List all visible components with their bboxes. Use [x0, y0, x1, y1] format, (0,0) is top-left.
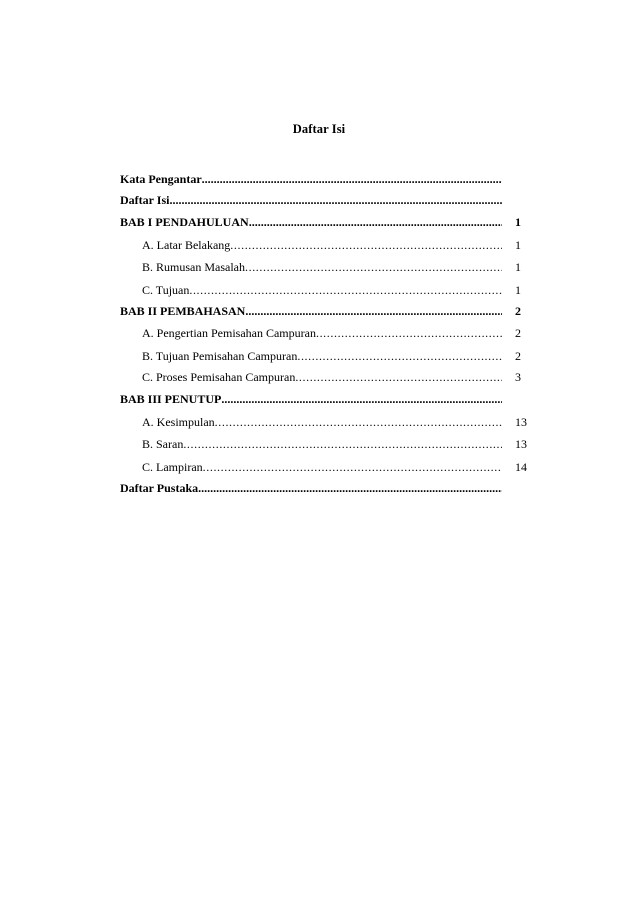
toc-entry-bab-2: [120, 302, 540, 318]
toc-entry-label: BAB I PENDAHULUAN: [120, 215, 249, 229]
toc-page-number: 1: [515, 215, 521, 229]
toc-entry-daftar-pustaka: [120, 479, 540, 495]
toc-entry-tujuan: [120, 281, 540, 297]
toc-page-number: 2: [515, 349, 521, 363]
toc-entry-label: A. Pengertian Pemisahan Campuran: [142, 326, 316, 340]
toc-entry-saran: [120, 435, 540, 451]
toc-entry-bab-1: [120, 213, 540, 229]
dot-leader: [221, 392, 502, 406]
dot-leader: [249, 215, 502, 229]
toc-entry-lampiran: [120, 458, 540, 474]
dot-leader: [245, 260, 502, 274]
toc-page-number: 2: [515, 326, 521, 340]
toc-page-number: 14: [515, 460, 527, 474]
dot-leader: [203, 460, 502, 474]
toc-entry-label: Daftar Pustaka: [120, 481, 199, 495]
toc-entry-label: B. Tujuan Pemisahan Campuran: [142, 349, 298, 363]
toc-entry-kesimpulan: [120, 413, 540, 429]
dot-leader: [230, 238, 502, 252]
dot-leader: [215, 415, 502, 429]
toc-page-number: 13: [515, 415, 527, 429]
toc-entry-label: BAB III PENUTUP: [120, 392, 222, 406]
toc-entry-label: B. Saran: [142, 437, 184, 451]
toc-page-number: 1: [515, 260, 521, 274]
toc-entry-bab-3: [120, 390, 540, 406]
toc-page-number: 3: [515, 370, 521, 384]
toc-entry-kata-pengantar: [120, 170, 540, 186]
toc-entry-label: B. Rumusan Masalah: [142, 260, 245, 274]
toc-page-number: 1: [515, 238, 521, 252]
dot-leader: [202, 172, 502, 186]
toc-entry-proses-pemisahan: [120, 368, 540, 384]
dot-leader: [169, 193, 502, 207]
toc-entry-pengertian: [120, 324, 540, 340]
toc-entry-label: Kata Pengantar: [120, 172, 202, 186]
toc-entry-tujuan-pemisahan: [120, 347, 540, 363]
toc-entry-label: C. Proses Pemisahan Campuran: [142, 370, 296, 384]
dot-leader: [189, 283, 502, 297]
toc-entry-label: C. Tujuan: [142, 283, 190, 297]
toc-entry-label: A. Kesimpulan: [142, 415, 215, 429]
dot-leader: [245, 304, 502, 318]
toc-entry-label: BAB II PEMBAHASAN: [120, 304, 246, 318]
toc-page-number: 13: [515, 437, 527, 451]
toc-entry-daftar-isi: [120, 191, 540, 207]
toc-entry-label: C. Lampiran: [142, 460, 203, 474]
toc-entry-rumusan-masalah: [120, 258, 540, 274]
dot-leader: [316, 326, 502, 340]
toc-entry-latar-belakang: [120, 236, 540, 252]
dot-leader: [295, 370, 502, 384]
toc-page-number: 2: [515, 304, 521, 318]
toc-page-number: 1: [515, 283, 521, 297]
dot-leader: [183, 437, 502, 451]
page-title: Daftar Isi: [292, 122, 346, 136]
dot-leader: [198, 481, 502, 495]
toc-entry-label: A. Latar Belakang: [142, 238, 231, 252]
dot-leader: [297, 349, 502, 363]
toc-entry-label: Daftar Isi: [120, 193, 170, 207]
